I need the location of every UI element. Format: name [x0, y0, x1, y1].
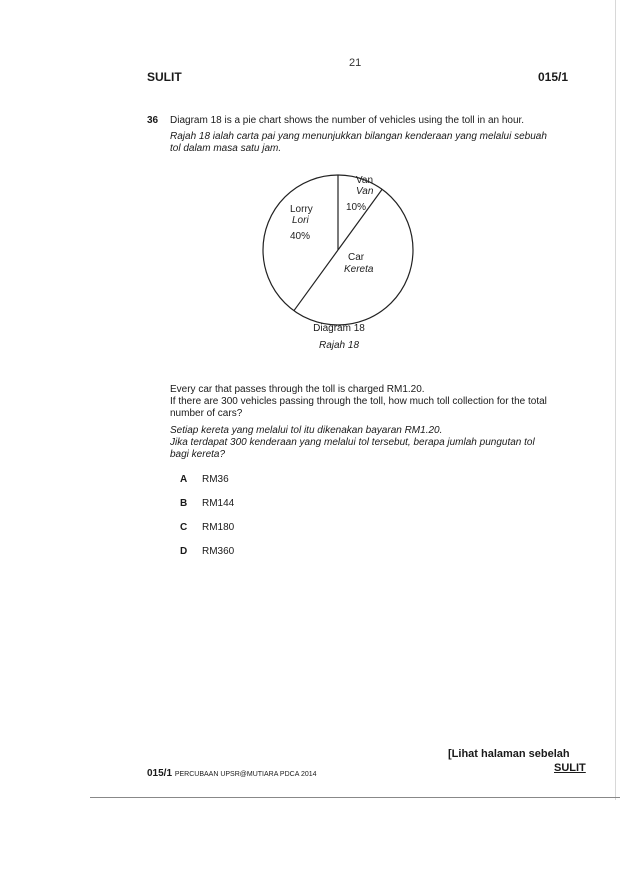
option-b-text: RM144 [202, 498, 235, 509]
option-c-letter: C [180, 522, 188, 533]
bottom-rule [90, 797, 620, 798]
option-a-text: RM36 [202, 474, 229, 485]
pie-divider-lorry-car [294, 250, 338, 311]
van-percent: 10% [346, 202, 367, 213]
footer-org: PERCUBAAN UPSR@MUTIARA PDCA 2014 [174, 771, 317, 778]
diagram-caption-en: Diagram 18 [313, 323, 365, 334]
body-en-line2: If there are 300 vehicles passing through the toll, how much toll collection for the total [170, 396, 547, 407]
body-ms-line3: bagi kereta? [170, 449, 226, 460]
van-label-ms: Van [356, 186, 374, 197]
pie-divider-van-car [338, 189, 382, 250]
diagram-caption-ms: Rajah 18 [318, 340, 360, 351]
question-intro-en: Diagram 18 is a pie chart shows the number of vehicles using the toll in an hour. [170, 115, 525, 126]
footer-code-block [147, 768, 317, 779]
body-en-line1: Every car that passes through the toll is charged RM1.20. [170, 384, 425, 395]
car-label-ms: Kereta [344, 264, 374, 275]
question-intro-ms-line1: Rajah 18 ialah carta pai yang menunjukkan bilangan kenderaan yang melalui sebuah [170, 131, 547, 142]
option-d-letter: D [180, 546, 188, 557]
footer-sulit: SULIT [554, 762, 586, 774]
scan-edge-line [615, 0, 616, 800]
van-label-en: Van [356, 175, 374, 186]
page-number: 21 [349, 57, 362, 69]
footer-code: 015/1 [147, 768, 173, 779]
option-d-text: RM360 [202, 546, 235, 557]
body-en-line3: number of cars? [170, 408, 243, 419]
footer-next-page: [Lihat halaman sebelah [448, 748, 570, 760]
car-label-en: Car [348, 252, 365, 263]
lorry-label-en: Lorry [290, 204, 313, 215]
pie-chart [258, 170, 418, 330]
option-a-letter: A [180, 474, 188, 485]
question-intro-ms-line2: tol dalam masa satu jam. [170, 143, 282, 154]
body-ms-line2: Jika terdapat 300 kenderaan yang melalui tol tersebut, berapa jumlah pungutan tol [170, 437, 535, 448]
lorry-percent: 40% [290, 231, 311, 242]
question-number: 36 [147, 115, 159, 126]
option-b-letter: B [180, 498, 188, 509]
option-c-text: RM180 [202, 522, 235, 533]
body-ms-line1: Setiap kereta yang melalui tol itu dikenakan bayaran RM1.20. [170, 425, 443, 436]
lorry-label-ms: Lori [292, 215, 309, 226]
header-sulit: SULIT [147, 70, 182, 84]
header-paper-code: 015/1 [538, 70, 569, 84]
